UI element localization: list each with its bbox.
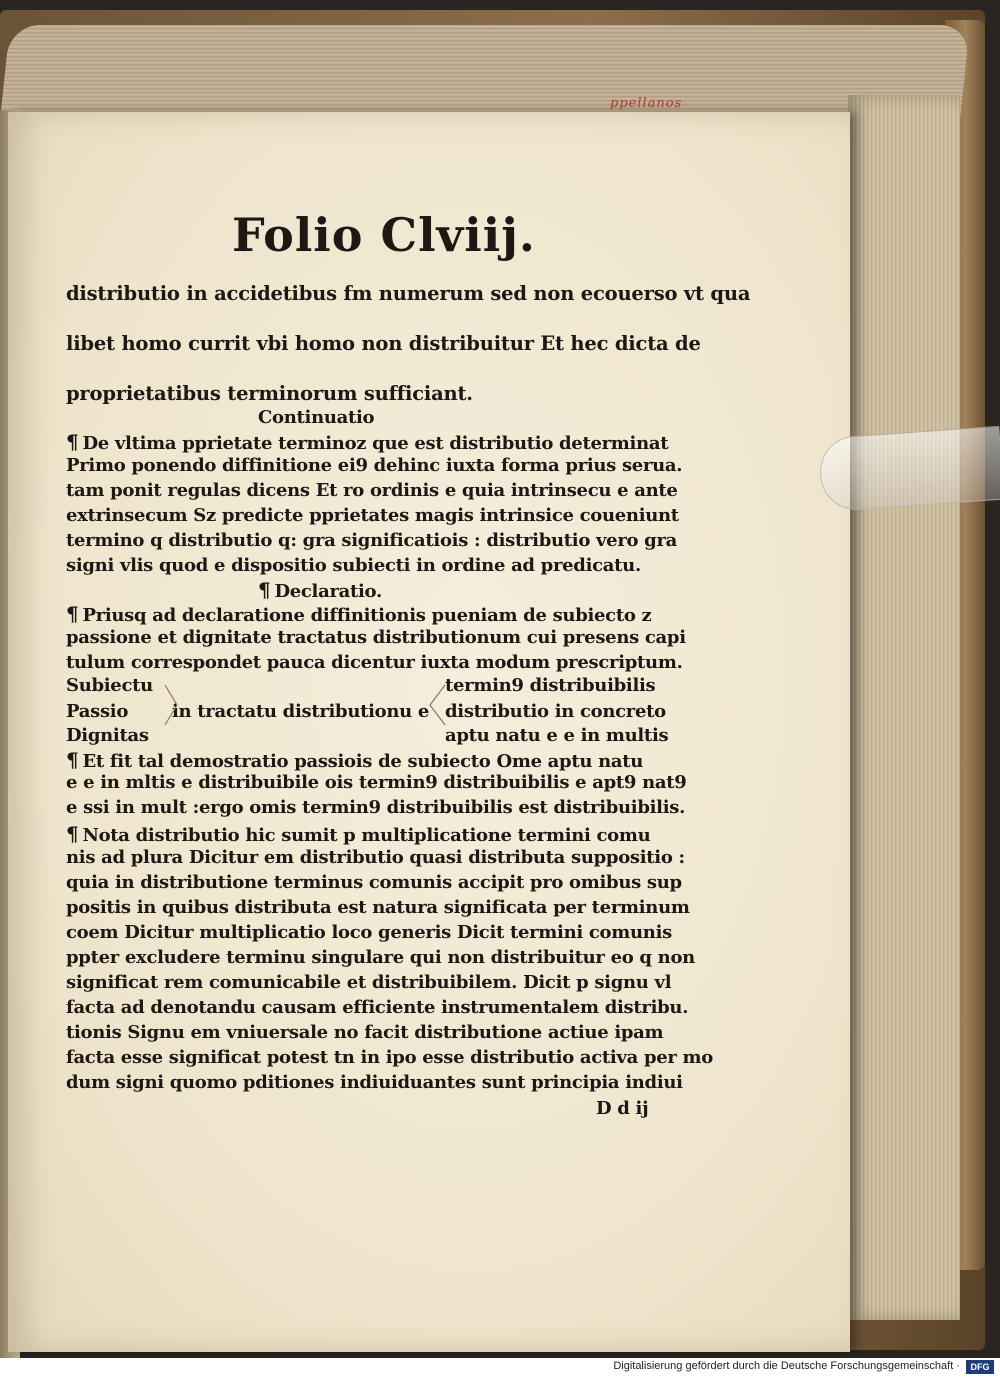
paragraph-line: extrinsecum Sz predicte pprietates magis intrinsice coueniunt (66, 505, 679, 526)
paragraph-mark-icon: ¶ (66, 602, 79, 626)
paragraph-line (66, 430, 668, 454)
paragraph-line: tam ponit regulas dicens Et ro ordinis e quia intrinsecu e ante (66, 480, 678, 501)
heading-text: Declaratio. (274, 581, 382, 602)
paragraph-line (66, 748, 643, 772)
line-text: Priusq ad declaratione diffinitionis pueniam de subiecto z (82, 605, 652, 626)
body-line: distributio in accidetibus fm numerum sed non ecouerso vt qua (66, 282, 751, 305)
paragraph-line: tulum correspondet pauca dicentur iuxta modum prescriptum. (66, 652, 683, 673)
bookmark-clip (818, 426, 1000, 513)
paragraph-line: coem Dicitur multiplicatio loco generis Dicit termini comunis (66, 922, 672, 943)
body-line: libet homo currit vbi homo non distribuitur Et hec dicta de (66, 332, 701, 355)
page-block-fore-edge (848, 95, 960, 1320)
paragraph-line: signi vlis quod e dispositio subiecti in ordine ad predicatu. (66, 555, 641, 576)
paragraph-line: e e in mltis e distribuibile ois termin9 distribuibilis e apt9 nat9 (66, 772, 687, 793)
paragraph-mark-icon: ¶ (66, 748, 79, 772)
line-text: De vltima pprietate terminoz que est distributio determinat (82, 433, 669, 454)
section-heading-declaratio (258, 578, 382, 602)
line-text: Et fit tal demostratio passiois de subiecto Ome aptu natu (82, 751, 644, 772)
paragraph-line: passione et dignitate tractatus distributionum cui presens capi (66, 627, 686, 648)
margin-note: ppellanos (610, 96, 683, 111)
body-line: proprietatibus terminorum sufficiant. (66, 382, 473, 405)
paragraph-line (66, 602, 651, 626)
table-cell: in tractatu distributionu e (172, 701, 430, 722)
paragraph-line: facta esse significat potest tn in ipo esse distributio activa per mo (66, 1047, 713, 1068)
paragraph-mark-icon: ¶ (258, 578, 271, 602)
table-cell: Subiectu (66, 675, 153, 696)
paragraph-line: Primo ponendo diffinitione ei9 dehinc iuxta forma prius serua. (66, 455, 683, 476)
paragraph-line (66, 822, 650, 846)
table-cell: aptu natu e e in multis (445, 725, 669, 746)
table-cell: Dignitas (66, 725, 149, 746)
paragraph-mark-icon: ¶ (66, 430, 79, 454)
folio-heading: Folio Clviij. (232, 208, 536, 262)
paragraph-line: nis ad plura Dicitur em distributio quasi distributa suppositio : (66, 847, 685, 868)
paragraph-line: positis in quibus distributa est natura significata per terminum (66, 897, 690, 918)
section-heading-continuatio: Continuatio (258, 407, 375, 428)
dfg-logo: DFG (966, 1360, 994, 1374)
paragraph-line: termino q distributio q: gra significatiois : distributio vero gra (66, 530, 678, 551)
paragraph-line: significat rem comunicabile et distribuibilem. Dicit p signu vl (66, 972, 672, 993)
paragraph-line: tionis Signu em vniuersale no facit distributione actiue ipam (66, 1022, 664, 1043)
table-cell: distributio in concreto (445, 701, 666, 722)
paragraph-line: ppter excludere terminu singulare qui non distribuitur eo q non (66, 947, 695, 968)
line-text: Nota distributio hic sumit p multiplicatione termini comu (82, 825, 651, 846)
table-brace-icon (155, 680, 455, 740)
table-cell: termin9 distribuibilis (445, 675, 656, 696)
page-block-top-edge (0, 25, 970, 120)
paragraph-mark-icon: ¶ (66, 822, 79, 846)
paragraph-line: facta ad denotandu causam efficiente instrumentalem distribu. (66, 997, 689, 1018)
table-cell: Passio (66, 701, 129, 722)
paragraph-line: dum signi quomo pditiones indiuiduantes sunt principia indiui (66, 1072, 683, 1093)
signature-mark: D d ij (596, 1098, 649, 1119)
digitization-credit: Digitalisierung gefördert durch die Deutsche Forschungsgemeinschaft · (613, 1360, 960, 1372)
paragraph-line: e ssi in mult :ergo omis termin9 distribuibilis est distribuibilis. (66, 797, 686, 818)
paragraph-line: quia in distributione terminus comunis accipit pro omibus sup (66, 872, 682, 893)
